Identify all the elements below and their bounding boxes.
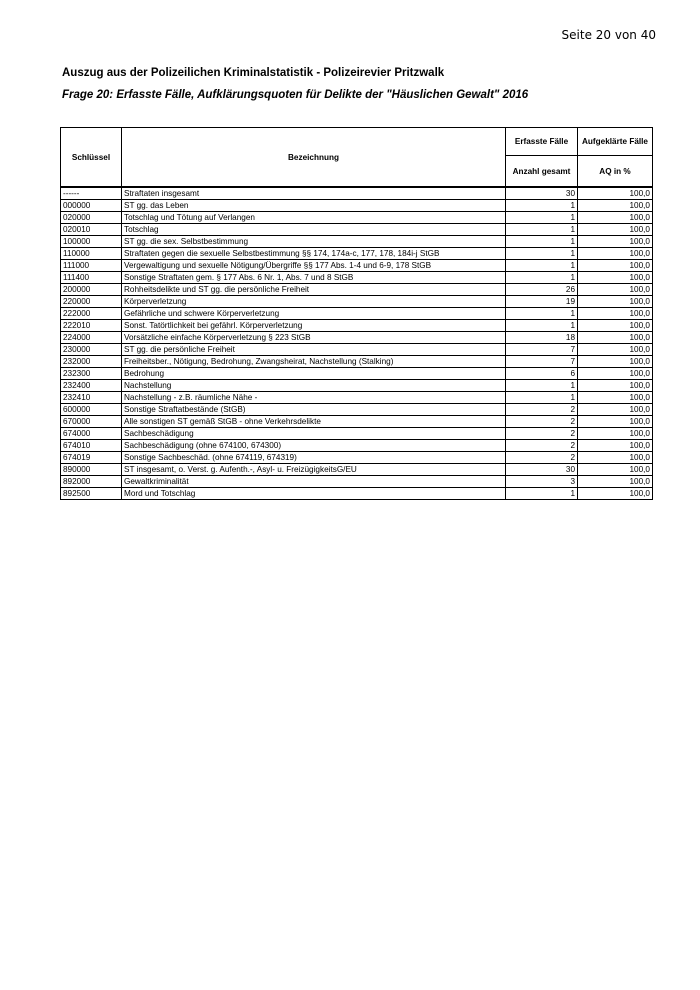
cell-key: 670000 (61, 416, 122, 428)
cell-key: ------ (61, 187, 122, 200)
cell-rate: 100,0 (578, 236, 653, 248)
cell-key: 232300 (61, 368, 122, 380)
table-row (61, 212, 653, 224)
cell-rate: 100,0 (578, 464, 653, 476)
cell-rate: 100,0 (578, 320, 653, 332)
cell-rate: 100,0 (578, 356, 653, 368)
cell-count: 1 (506, 248, 578, 260)
cell-name: Totschlag (122, 224, 506, 236)
header-solved: Aufgeklärte Fälle (578, 128, 653, 156)
cell-name: Totschlag und Tötung auf Verlangen (122, 212, 506, 224)
cell-rate: 100,0 (578, 488, 653, 500)
table-row (61, 464, 653, 476)
cell-rate: 100,0 (578, 284, 653, 296)
statistics-table (60, 127, 653, 500)
cell-key: 600000 (61, 404, 122, 416)
cell-count: 6 (506, 368, 578, 380)
cell-count: 26 (506, 284, 578, 296)
cell-key: 232000 (61, 356, 122, 368)
cell-name: ST gg. die sex. Selbstbestimmung (122, 236, 506, 248)
cell-count: 2 (506, 452, 578, 464)
cell-rate: 100,0 (578, 308, 653, 320)
cell-count: 18 (506, 332, 578, 344)
table-row (61, 187, 653, 200)
cell-count: 1 (506, 392, 578, 404)
table-row (61, 308, 653, 320)
cell-rate: 100,0 (578, 332, 653, 344)
table-row (61, 416, 653, 428)
cell-key: 890000 (61, 464, 122, 476)
cell-name: Gefährliche und schwere Körperverletzung (122, 308, 506, 320)
header-key: Schlüssel (61, 128, 122, 188)
cell-rate: 100,0 (578, 260, 653, 272)
cell-key: 674000 (61, 428, 122, 440)
cell-key: 220000 (61, 296, 122, 308)
cell-key: 020010 (61, 224, 122, 236)
cell-name: Rohheitsdelikte und ST gg. die persönliche Freiheit (122, 284, 506, 296)
cell-key: 230000 (61, 344, 122, 356)
cell-rate: 100,0 (578, 212, 653, 224)
header-count: Anzahl gesamt (506, 156, 578, 188)
cell-name: Sonst. Tatörtlichkeit bei gefährl. Körperverletzung (122, 320, 506, 332)
table-row (61, 356, 653, 368)
document-title: Auszug aus der Polizeilichen Kriminalstatistik - Polizeirevier Pritzwalk (62, 67, 445, 79)
cell-rate: 100,0 (578, 452, 653, 464)
cell-rate: 100,0 (578, 272, 653, 284)
cell-name: ST gg. die persönliche Freiheit (122, 344, 506, 356)
cell-count: 2 (506, 404, 578, 416)
cell-count: 1 (506, 260, 578, 272)
cell-name: Vorsätzliche einfache Körperverletzung § 223 StGB (122, 332, 506, 344)
table-body (61, 187, 653, 500)
cell-count: 7 (506, 356, 578, 368)
table-row (61, 380, 653, 392)
cell-name: ST insgesamt, o. Verst. g. Aufenth.-, Asyl- u. FreizügigkeitsG/EU (122, 464, 506, 476)
cell-name: Sonstige Straftatbestände (StGB) (122, 404, 506, 416)
cell-count: 30 (506, 464, 578, 476)
table-row (61, 404, 653, 416)
cell-name: Alle sonstigen ST gemäß StGB - ohne Verkehrsdelikte (122, 416, 506, 428)
cell-count: 1 (506, 212, 578, 224)
cell-name: Nachstellung - z.B. räumliche Nähe - (122, 392, 506, 404)
table-row (61, 236, 653, 248)
cell-name: Vergewaltigung und sexuelle Nötigung/Übergriffe §§ 177 Abs. 1-4 und 6-9, 178 StGB (122, 260, 506, 272)
header-name: Bezeichnung (122, 128, 506, 188)
table-row (61, 476, 653, 488)
cell-key: 224000 (61, 332, 122, 344)
cell-count: 1 (506, 200, 578, 212)
cell-name: Straftaten insgesamt (122, 187, 506, 200)
cell-key: 000000 (61, 200, 122, 212)
cell-rate: 100,0 (578, 296, 653, 308)
cell-name: Mord und Totschlag (122, 488, 506, 500)
cell-rate: 100,0 (578, 428, 653, 440)
cell-count: 2 (506, 416, 578, 428)
cell-rate: 100,0 (578, 200, 653, 212)
cell-name: Sachbeschädigung (ohne 674100, 674300) (122, 440, 506, 452)
cell-key: 020000 (61, 212, 122, 224)
cell-key: 100000 (61, 236, 122, 248)
cell-count: 1 (506, 308, 578, 320)
cell-name: Sachbeschädigung (122, 428, 506, 440)
cell-name: Straftaten gegen die sexuelle Selbstbestimmung §§ 174, 174a-c, 177, 178, 184i-j StGB (122, 248, 506, 260)
cell-count: 1 (506, 236, 578, 248)
header-rate: AQ in % (578, 156, 653, 188)
cell-key: 200000 (61, 284, 122, 296)
cell-key: 232410 (61, 392, 122, 404)
table-row (61, 272, 653, 284)
cell-key: 111400 (61, 272, 122, 284)
cell-key: 111000 (61, 260, 122, 272)
cell-count: 1 (506, 224, 578, 236)
cell-rate: 100,0 (578, 224, 653, 236)
cell-key: 110000 (61, 248, 122, 260)
table-row (61, 440, 653, 452)
cell-rate: 100,0 (578, 344, 653, 356)
table-row (61, 200, 653, 212)
cell-key: 892500 (61, 488, 122, 500)
cell-rate: 100,0 (578, 416, 653, 428)
cell-rate: 100,0 (578, 440, 653, 452)
cell-rate: 100,0 (578, 404, 653, 416)
cell-key: 222010 (61, 320, 122, 332)
cell-rate: 100,0 (578, 187, 653, 200)
cell-count: 1 (506, 380, 578, 392)
table-row (61, 248, 653, 260)
table-row (61, 320, 653, 332)
table-row (61, 368, 653, 380)
page-number: Seite 20 von 40 (561, 28, 656, 42)
header-recorded: Erfasste Fälle (506, 128, 578, 156)
table-row (61, 284, 653, 296)
cell-name: Freiheitsber., Nötigung, Bedrohung, Zwangsheirat, Nachstellung (Stalking) (122, 356, 506, 368)
cell-rate: 100,0 (578, 248, 653, 260)
cell-count: 30 (506, 187, 578, 200)
cell-count: 2 (506, 428, 578, 440)
cell-rate: 100,0 (578, 368, 653, 380)
cell-key: 674010 (61, 440, 122, 452)
cell-name: Körperverletzung (122, 296, 506, 308)
table-row (61, 392, 653, 404)
cell-count: 7 (506, 344, 578, 356)
cell-count: 19 (506, 296, 578, 308)
table-row (61, 428, 653, 440)
cell-key: 232400 (61, 380, 122, 392)
table-row (61, 224, 653, 236)
cell-name: Bedrohung (122, 368, 506, 380)
cell-count: 1 (506, 320, 578, 332)
table-row (61, 452, 653, 464)
cell-rate: 100,0 (578, 392, 653, 404)
cell-key: 674019 (61, 452, 122, 464)
cell-key: 222000 (61, 308, 122, 320)
cell-key: 892000 (61, 476, 122, 488)
table-row (61, 488, 653, 500)
document-subtitle: Frage 20: Erfasste Fälle, Aufklärungsquoten für Delikte der "Häuslichen Gewalt" 2016 (62, 89, 529, 101)
cell-count: 3 (506, 476, 578, 488)
cell-name: Nachstellung (122, 380, 506, 392)
cell-rate: 100,0 (578, 380, 653, 392)
table-row (61, 344, 653, 356)
cell-count: 1 (506, 272, 578, 284)
cell-count: 1 (506, 488, 578, 500)
cell-name: ST gg. das Leben (122, 200, 506, 212)
cell-count: 2 (506, 440, 578, 452)
cell-name: Gewaltkriminalität (122, 476, 506, 488)
cell-rate: 100,0 (578, 476, 653, 488)
cell-name: Sonstige Straftaten gem. § 177 Abs. 6 Nr. 1, Abs. 7 und 8 StGB (122, 272, 506, 284)
table-row (61, 260, 653, 272)
table-row (61, 296, 653, 308)
table-header (61, 128, 653, 188)
table-row (61, 332, 653, 344)
cell-name: Sonstige Sachbeschäd. (ohne 674119, 674319) (122, 452, 506, 464)
